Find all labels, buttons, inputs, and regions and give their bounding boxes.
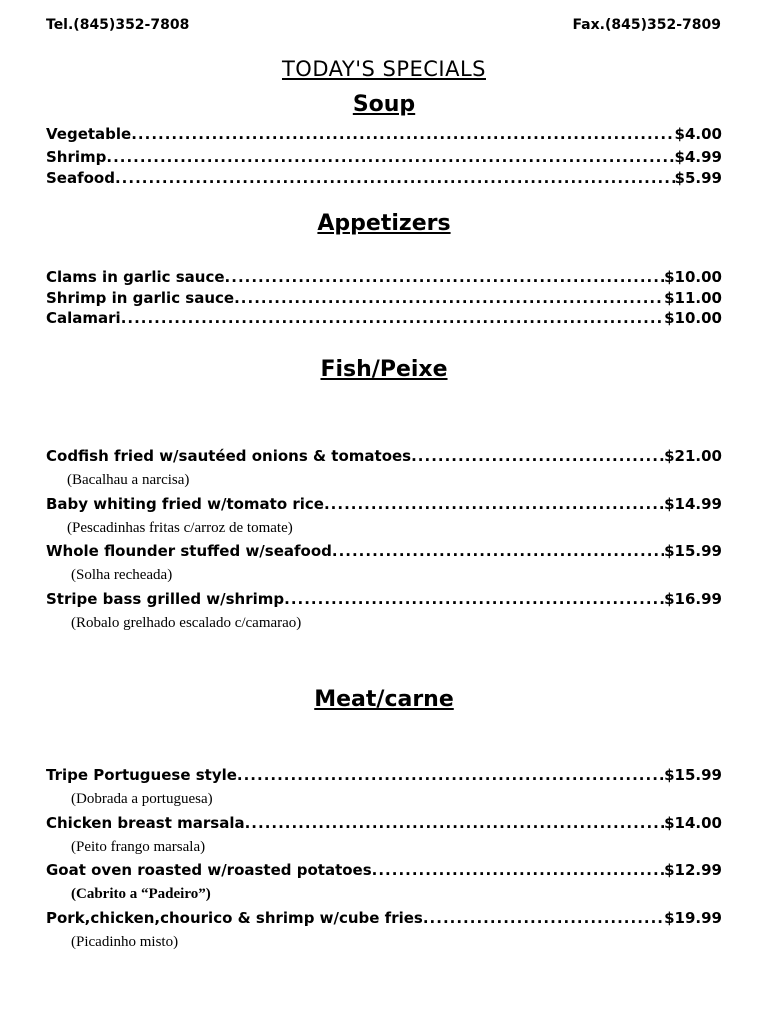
item-name: Shrimp in garlic sauce <box>46 289 235 307</box>
menu-item-row <box>46 148 722 169</box>
item-price: $19.99 <box>664 909 722 927</box>
menu-item-row <box>46 814 722 835</box>
item-name: Clams in garlic sauce <box>46 268 225 286</box>
item-translation: (Cabrito a “Padeiro”) <box>71 886 211 902</box>
dot-leader <box>284 590 664 608</box>
item-price: $14.00 <box>664 814 722 832</box>
item-translation: (Robalo grelhado escalado c/camarao) <box>71 615 302 631</box>
menu-item-row <box>46 590 722 611</box>
menu-item-row <box>46 909 722 930</box>
menu-item-row <box>46 542 722 563</box>
item-price: $5.99 <box>674 169 722 187</box>
phone-number: Tel.(845)352-7808 <box>46 17 190 33</box>
item-price: $15.99 <box>664 542 722 560</box>
item-translation: (Dobrada a portuguesa) <box>71 791 213 807</box>
item-price: $4.99 <box>674 148 722 166</box>
dot-leader <box>131 125 674 143</box>
dot-leader <box>245 814 665 832</box>
dot-leader <box>121 309 664 327</box>
item-price: $10.00 <box>664 268 722 286</box>
item-price: $14.99 <box>664 495 722 513</box>
menu-item-row <box>46 309 722 330</box>
item-price: $12.99 <box>664 861 722 879</box>
menu-item-row <box>46 495 722 516</box>
menu-item-row <box>46 289 722 310</box>
menu-item-row <box>46 169 722 190</box>
item-translation: (Picadinho misto) <box>71 934 179 950</box>
item-name: Whole flounder stuffed w/seafood <box>46 542 332 560</box>
item-name: Goat oven roasted w/roasted potatoes <box>46 861 372 879</box>
item-name: Vegetable <box>46 125 132 143</box>
item-translation: (Bacalhau a narcisa) <box>67 472 190 488</box>
dot-leader <box>237 766 664 784</box>
menu-item-row <box>46 268 722 289</box>
dot-leader <box>324 495 664 513</box>
menu-item-row <box>46 861 722 882</box>
item-name: Chicken breast marsala <box>46 814 245 832</box>
menu-item-row <box>46 125 722 146</box>
item-name: Stripe bass grilled w/shrimp <box>46 590 285 608</box>
item-price: $16.99 <box>664 590 722 608</box>
dot-leader <box>372 861 664 879</box>
item-name: Baby whiting fried w/tomato rice <box>46 495 324 513</box>
item-price: $11.00 <box>664 289 722 307</box>
item-price: $4.00 <box>674 125 722 143</box>
item-name: Seafood <box>46 169 115 187</box>
item-name: Tripe Portuguese style <box>46 766 237 784</box>
dot-leader <box>411 447 664 465</box>
dot-leader <box>106 148 674 166</box>
dot-leader <box>332 542 664 560</box>
item-name: Codfish fried w/sautéed onions & tomatoes <box>46 447 412 465</box>
item-name: Shrimp <box>46 148 107 166</box>
soup-heading: Soup <box>352 92 416 117</box>
appetizers-heading: Appetizers <box>317 211 451 236</box>
dot-leader <box>234 289 664 307</box>
meat-heading: Meat/carne <box>314 687 454 712</box>
item-name: Pork,chicken,chourico & shrimp w/cube fries <box>46 909 423 927</box>
fax-number: Fax.(845)352-7809 <box>572 17 721 33</box>
item-translation: (Pescadinhas fritas c/arroz de tomate) <box>67 520 293 536</box>
dot-leader <box>115 169 675 187</box>
page-title: TODAY'S SPECIALS <box>281 57 486 81</box>
menu-item-row <box>46 447 722 468</box>
item-price: $10.00 <box>664 309 722 327</box>
item-price: $15.99 <box>664 766 722 784</box>
fish-heading: Fish/Peixe <box>320 357 448 382</box>
menu-item-row <box>46 766 722 787</box>
item-price: $21.00 <box>664 447 722 465</box>
dot-leader <box>225 268 665 286</box>
item-name: Calamari <box>46 309 121 327</box>
item-translation: (Peito frango marsala) <box>71 839 206 855</box>
item-translation: (Solha recheada) <box>71 567 173 583</box>
dot-leader <box>423 909 664 927</box>
